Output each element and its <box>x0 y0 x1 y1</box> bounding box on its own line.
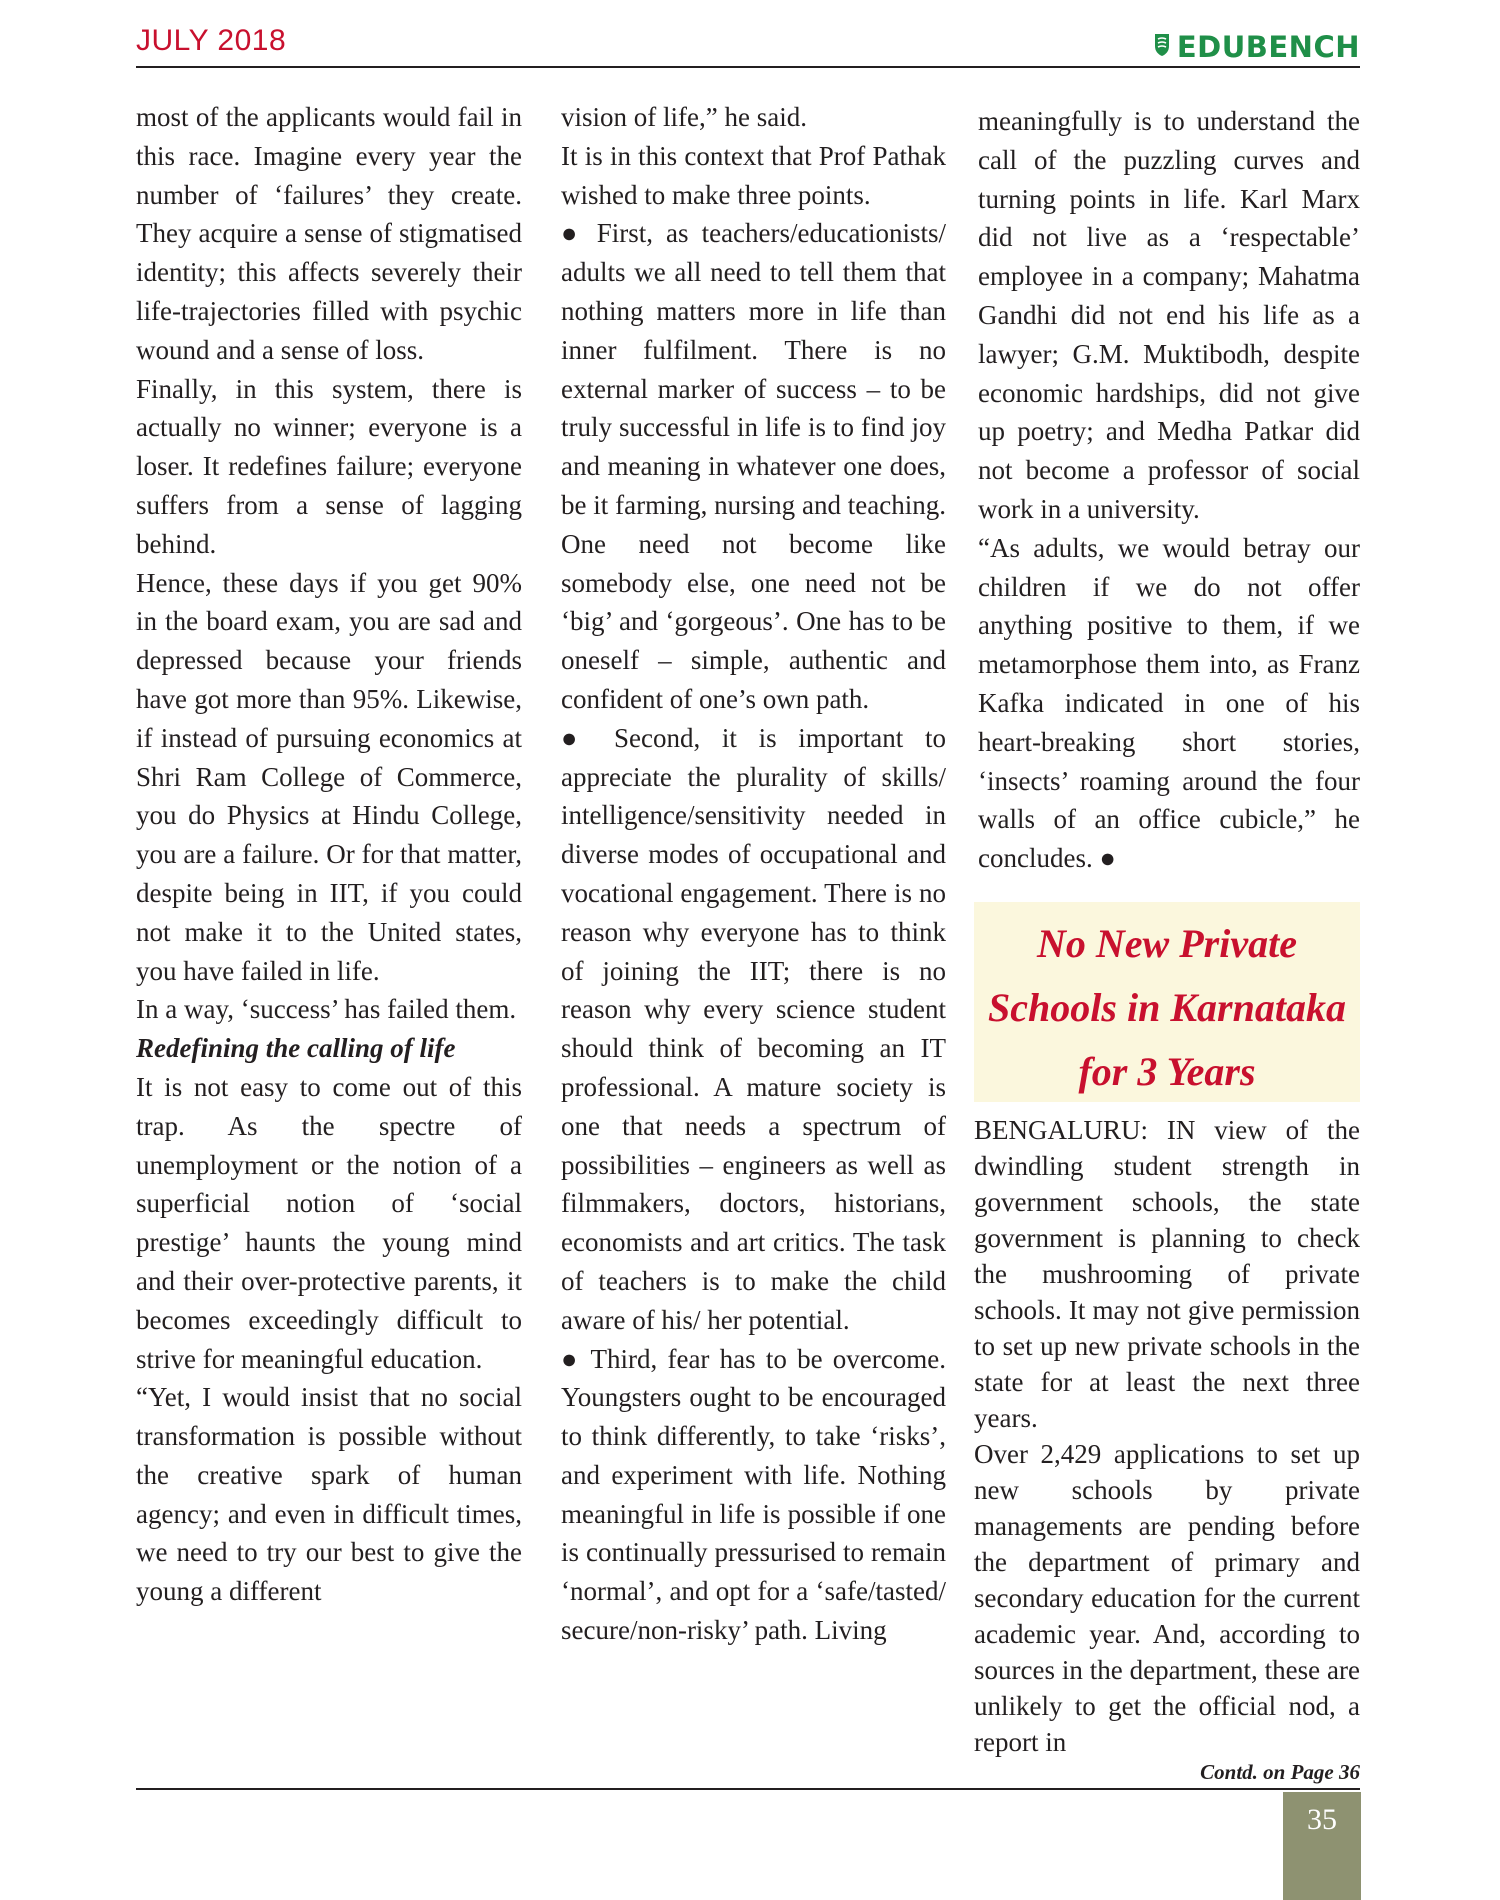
paragraph: Over 2,429 applications to set up new schools by private managements are pending before the department of primary and secondary education for the current academic year. And, according to sources in the department, these are unlikely to get the official nod, a report in <box>974 1439 1360 1757</box>
continued-note: Contd. on Page 36 <box>1200 1760 1360 1784</box>
news-headline-line: No New Private <box>1037 921 1297 966</box>
brand-name: EDUBENCH <box>1176 30 1360 64</box>
issue-date: JULY 2018 <box>136 24 287 57</box>
shield-logo-icon <box>1153 33 1171 62</box>
article-column-1 <box>136 98 522 1611</box>
article-column-2 <box>561 98 946 1650</box>
paragraph: Finally, in this system, there is actually no winner; everyone is a loser. It redefines failure; everyone suffers from a sense of lagging behind. <box>136 373 522 559</box>
paragraph: “As adults, we would betray our children if we do not offer anything positive to them, if we metamorphose them into, as Franz Kafka indicated in one of his heart-breaking short stories, ‘insects’ roaming around the four walls of an office cubicle,” he concludes. ● <box>978 532 1360 874</box>
bullet-point: ● Second, it is important to appreciate the plurality of skills/ intelligence/sensitivity needed in diverse modes of occupational and vocational engagement. There is no reason why everyone has to think of joining the IIT; there is no reason why every science student should think of becoming an IT professional. A mature society is one that needs a spectrum of possibilities – engineers as well as filmmakers, doctors, historians, economists and art critics. The task of teachers is to make the child aware of his/ her potential. <box>561 722 946 1335</box>
paragraph: It is in this context that Prof Pathak wished to make three points. <box>561 140 946 210</box>
news-headline-line: for 3 Years <box>1078 1049 1256 1094</box>
news-headline-box <box>974 902 1360 1102</box>
bullet-point: ● First, as teachers/educationists/ adults we all need to tell them that nothing matters more in life than inner fulfilment. There is no external marker of success – to be truly successful in life is to find joy and meaning in whatever one does, be it farming, nursing and teaching. One need not become like somebody else, one need not be ‘big’ and ‘gorgeous’. One has to be oneself – simple, authentic and confident of one’s own path. <box>561 218 946 714</box>
subheading: Redefining the calling of life <box>136 1033 456 1064</box>
header-divider <box>136 66 1360 68</box>
paragraph: Hence, these days if you get 90% in the board exam, you are sad and depressed because your friends have got more than 95%. Likewise, if instead of pursuing economics at Shri Ram College of Commerce, you do Physics at Hindu College, you are a failure. Or for that matter, despite being in IIT, if you could not make it to the United states, you have failed in life. <box>136 567 522 986</box>
paragraph: “Yet, I would insist that no social transformation is possible without the creative spark of human agency; and even in difficult times, we need to try our best to give the young a different <box>136 1382 522 1607</box>
paragraph: BENGALURU: IN view of the dwindling student strength in government schools, the state government is planning to check the mushrooming of private schools. It may not give permission to set up new private schools in the state for at least the next three years. <box>974 1115 1360 1433</box>
page-number: 35 <box>1283 1792 1361 1900</box>
paragraph: vision of life,” he said. <box>561 102 807 132</box>
bullet-point: ● Third, fear has to be overcome. Youngsters ought to be encouraged to think differently, to take ‘risks’, and experiment with life. Nothing meaningful in life is possible if one is continually pressurised to remain ‘normal’, and opt for a ‘safe/tasted/ secure/non-risky’ path. Living <box>561 1343 946 1646</box>
news-headline-line: Schools in Karnataka <box>988 985 1346 1030</box>
brand <box>1153 30 1360 64</box>
paragraph: It is not easy to come out of this trap. As the spectre of unemployment or the notion of a superficial notion of ‘social prestige’ haunts the young mind and their over-protective parents, it becomes exceedingly difficult to strive for meaningful education. <box>136 1071 522 1374</box>
news-story <box>974 1112 1360 1760</box>
paragraph: In a way, ‘success’ has failed them. <box>136 994 517 1025</box>
article-column-3 <box>978 102 1360 878</box>
footer-divider <box>136 1788 1360 1790</box>
paragraph: meaningfully is to understand the call of the puzzling curves and turning points in life. Karl Marx did not live as a ‘respectable’ employee in a company; Mahatma Gandhi did not end his life as a lawyer; G.M. Muktibodh, despite economic hardships, did not give up poetry; and Medha Patkar did not become a professor of social work in a university. <box>978 106 1360 524</box>
paragraph: most of the applicants would fail in this race. Imagine every year the number of ‘failures’ they create. They acquire a sense of stigmatised identity; this affects severely their life-trajectories filled with psychic wound and a sense of loss. <box>136 102 522 365</box>
